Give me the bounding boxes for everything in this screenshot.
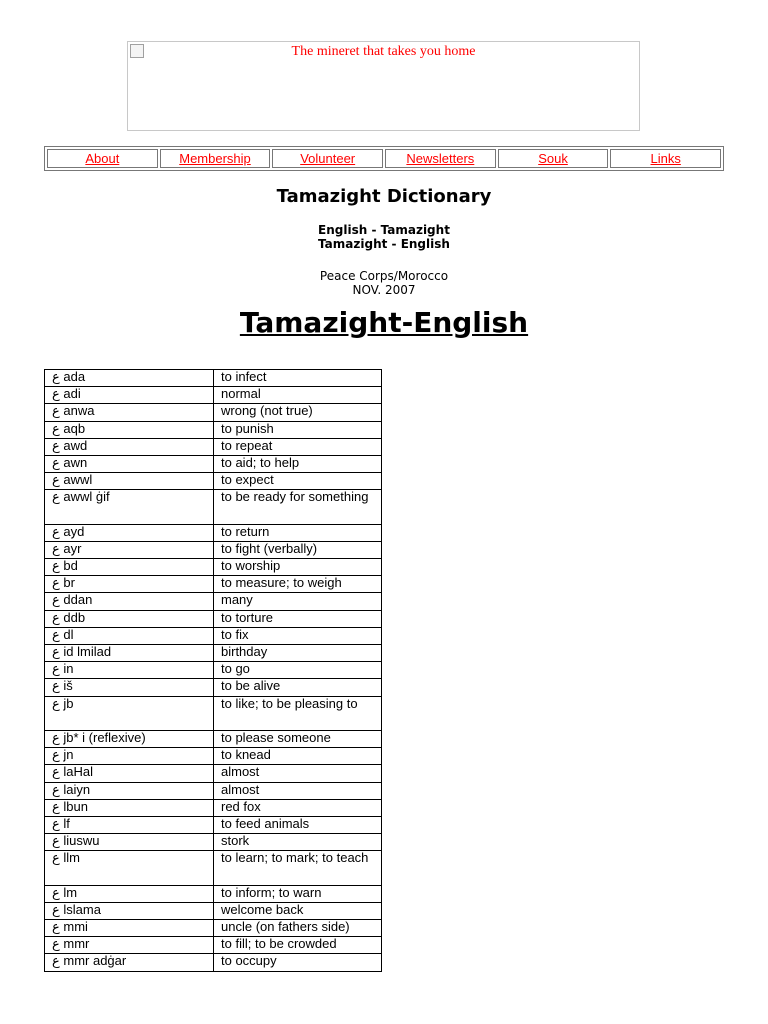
english-meaning: to occupy xyxy=(214,954,382,971)
tamazight-term: ع mmi xyxy=(45,920,214,937)
table-row xyxy=(45,902,382,919)
english-meaning: to torture xyxy=(214,610,382,627)
table-row xyxy=(45,404,382,421)
table-row xyxy=(45,473,382,490)
tamazight-term: ع dl xyxy=(45,627,214,644)
tamazight-term: ع ada xyxy=(45,370,214,387)
tamazight-term: ع br xyxy=(45,576,214,593)
tamazight-term: ع llm xyxy=(45,851,214,885)
tamazight-term: ع aqb xyxy=(45,421,214,438)
english-meaning: to return xyxy=(214,524,382,541)
tamazight-term: ع jb* i (reflexive) xyxy=(45,730,214,747)
tamazight-term: ع bd xyxy=(45,559,214,576)
nav-link-souk[interactable]: Souk xyxy=(498,149,609,168)
english-meaning: many xyxy=(214,593,382,610)
nav-link-links[interactable]: Links xyxy=(610,149,721,168)
table-row xyxy=(45,920,382,937)
tamazight-term: ع ddan xyxy=(45,593,214,610)
english-meaning: to infect xyxy=(214,370,382,387)
table-row xyxy=(45,937,382,954)
table-row xyxy=(45,834,382,851)
english-meaning: to expect xyxy=(214,473,382,490)
english-meaning: uncle (on fathers side) xyxy=(214,920,382,937)
english-meaning: to inform; to warn xyxy=(214,885,382,902)
table-row xyxy=(45,576,382,593)
tamazight-term: ع iš xyxy=(45,679,214,696)
english-meaning: to be ready for something xyxy=(214,490,382,524)
english-meaning: to like; to be pleasing to xyxy=(214,696,382,730)
english-meaning: to knead xyxy=(214,748,382,765)
table-row xyxy=(45,438,382,455)
nav-link-volunteer[interactable]: Volunteer xyxy=(272,149,383,168)
table-row xyxy=(45,593,382,610)
table-row xyxy=(45,782,382,799)
tamazight-term: ع liuswu xyxy=(45,834,214,851)
organization: Peace Corps/Morocco xyxy=(319,269,449,283)
table-row xyxy=(45,421,382,438)
table-row xyxy=(45,885,382,902)
table-row xyxy=(45,490,382,524)
table-row xyxy=(45,662,382,679)
table-row xyxy=(45,610,382,627)
nav-link-newsletters[interactable]: Newsletters xyxy=(385,149,496,168)
table-row xyxy=(45,541,382,558)
tamazight-term: ع adi xyxy=(45,387,214,404)
subtitle-english-tamazight: English - Tamazight xyxy=(318,223,450,237)
english-meaning: almost xyxy=(214,782,382,799)
tamazight-term: ع awwl ġif xyxy=(45,490,214,524)
tamazight-term: ع lm xyxy=(45,885,214,902)
english-meaning: to punish xyxy=(214,421,382,438)
tamazight-term: ع mmr adġar xyxy=(45,954,214,971)
table-row xyxy=(45,679,382,696)
english-meaning: almost xyxy=(214,765,382,782)
english-meaning: to go xyxy=(214,662,382,679)
tamazight-term: ع jn xyxy=(45,748,214,765)
table-row xyxy=(45,816,382,833)
nav-bar xyxy=(44,146,724,171)
subtitle-tamazight-english: Tamazight - English xyxy=(318,237,450,251)
tamazight-term: ع awn xyxy=(45,455,214,472)
english-meaning: birthday xyxy=(214,645,382,662)
tamazight-term: ع lbun xyxy=(45,799,214,816)
banner-alt-text: The mineret that takes you home xyxy=(291,44,476,59)
page-title: Tamazight Dictionary xyxy=(276,186,492,207)
table-row xyxy=(45,455,382,472)
tamazight-term: ع jb xyxy=(45,696,214,730)
english-meaning: to feed animals xyxy=(214,816,382,833)
table-row xyxy=(45,954,382,971)
publication-date: NOV. 2007 xyxy=(352,283,416,297)
table-row xyxy=(45,748,382,765)
table-row xyxy=(45,696,382,730)
english-meaning: to aid; to help xyxy=(214,455,382,472)
table-row xyxy=(45,524,382,541)
table-row xyxy=(45,765,382,782)
nav-link-membership[interactable]: Membership xyxy=(160,149,271,168)
table-row xyxy=(45,387,382,404)
english-meaning: wrong (not true) xyxy=(214,404,382,421)
english-meaning: red fox xyxy=(214,799,382,816)
english-meaning: welcome back xyxy=(214,902,382,919)
table-row xyxy=(45,559,382,576)
dictionary-table xyxy=(44,369,382,972)
english-meaning: to fix xyxy=(214,627,382,644)
tamazight-term: ع anwa xyxy=(45,404,214,421)
english-meaning: stork xyxy=(214,834,382,851)
english-meaning: to please someone xyxy=(214,730,382,747)
tamazight-term: ع laHal xyxy=(45,765,214,782)
nav-link-about[interactable]: About xyxy=(47,149,158,168)
tamazight-term: ع laiyn xyxy=(45,782,214,799)
tamazight-term: ع lslama xyxy=(45,902,214,919)
table-row xyxy=(45,627,382,644)
table-row xyxy=(45,730,382,747)
banner-image[interactable] xyxy=(127,41,640,131)
english-meaning: to be alive xyxy=(214,679,382,696)
english-meaning: to repeat xyxy=(214,438,382,455)
tamazight-term: ع in xyxy=(45,662,214,679)
english-meaning: to fill; to be crowded xyxy=(214,937,382,954)
english-meaning: to fight (verbally) xyxy=(214,541,382,558)
english-meaning: to learn; to mark; to teach xyxy=(214,851,382,885)
english-meaning: to worship xyxy=(214,559,382,576)
english-meaning: to measure; to weigh xyxy=(214,576,382,593)
tamazight-term: ع id lmilad xyxy=(45,645,214,662)
table-row xyxy=(45,645,382,662)
table-row xyxy=(45,370,382,387)
tamazight-term: ع ayr xyxy=(45,541,214,558)
english-meaning: normal xyxy=(214,387,382,404)
section-heading: Tamazight-English xyxy=(239,306,529,339)
tamazight-term: ع mmr xyxy=(45,937,214,954)
tamazight-term: ع ayd xyxy=(45,524,214,541)
tamazight-term: ع awwl xyxy=(45,473,214,490)
tamazight-term: ع lf xyxy=(45,816,214,833)
table-row xyxy=(45,851,382,885)
tamazight-term: ع ddb xyxy=(45,610,214,627)
tamazight-term: ع awd xyxy=(45,438,214,455)
table-row xyxy=(45,799,382,816)
